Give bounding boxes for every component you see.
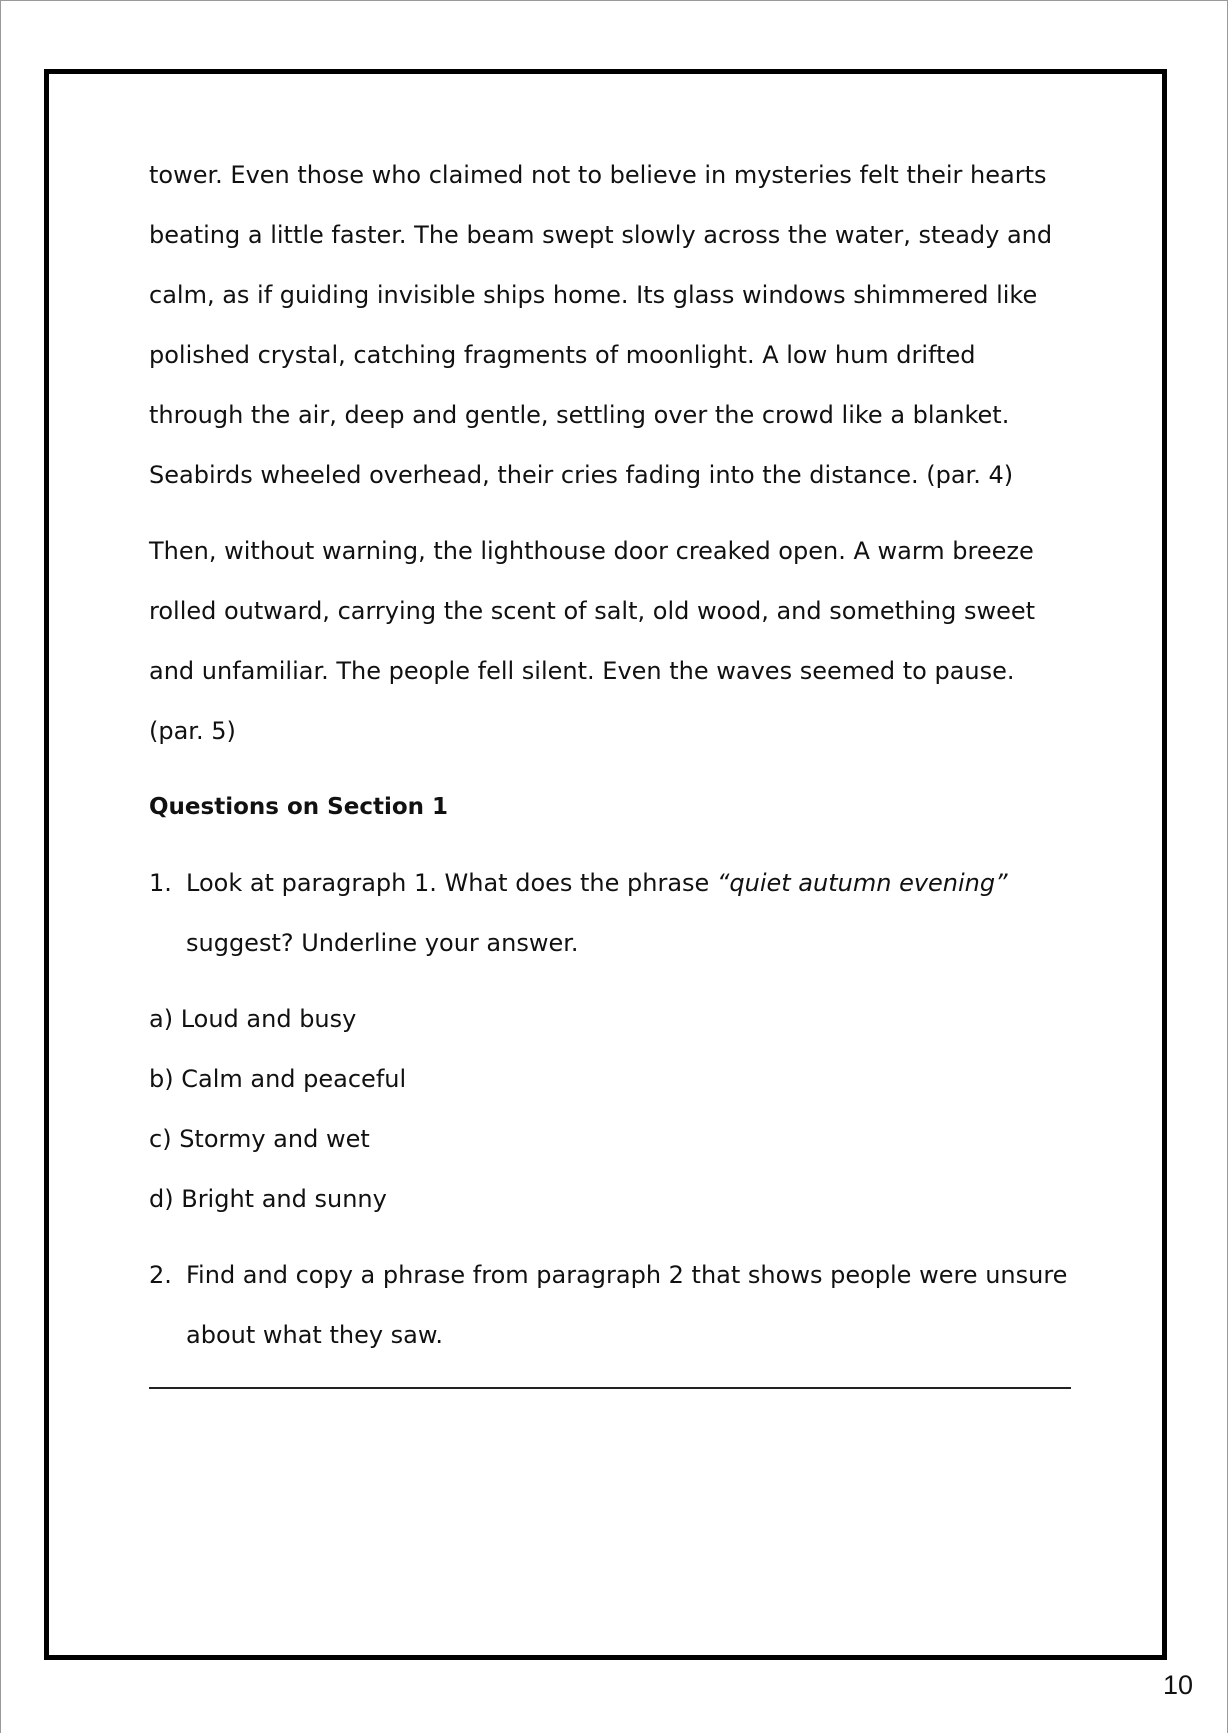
option-c[interactable]: c) Stormy and wet	[149, 1125, 370, 1153]
question-1	[149, 853, 1074, 973]
question-1-phrase: “quiet autumn evening”	[716, 869, 1008, 897]
option-a[interactable]: a) Loud and busy	[149, 1005, 357, 1033]
questions-heading: Questions on Section 1	[149, 794, 449, 820]
worksheet-content	[149, 145, 1074, 1389]
paragraph-5: Then, without warning, the lighthouse door creaked open. A warm breeze rolled outward, carrying the scent of salt, old wood, and something sweet and unfamiliar. The people fell silent. Even the waves seemed to pause. (par. 5)	[149, 537, 1036, 745]
question-1-text-after: suggest? Underline your answer.	[186, 929, 579, 957]
question-2-number: 2.	[149, 1261, 172, 1289]
question-1-number: 1.	[149, 869, 172, 897]
paragraph-4: tower. Even those who claimed not to believe in mysteries felt their hearts beating a little faster. The beam swept slowly across the water, steady and calm, as if guiding invisible ships home. Its glass windows shimmered like polished crystal, catching fragments of moonlight. A low hum drifted through the air, deep and gentle, settling over the crowd like a blanket. Seabirds wheeled overhead, their cries fading into the distance. (par. 4)	[149, 161, 1053, 489]
option-b[interactable]: b) Calm and peaceful	[149, 1065, 407, 1093]
question-1-text-before: Look at paragraph 1. What does the phrase	[186, 869, 717, 897]
option-d[interactable]: d) Bright and sunny	[149, 1185, 387, 1213]
page-number: 10	[1163, 1670, 1194, 1700]
answer-line[interactable]	[149, 1387, 1071, 1389]
question-1-options	[149, 989, 1074, 1229]
question-2	[149, 1245, 1074, 1365]
question-1-text	[186, 853, 1074, 973]
question-2-text: Find and copy a phrase from paragraph 2 that shows people were unsure about what they saw.	[186, 1261, 1068, 1349]
